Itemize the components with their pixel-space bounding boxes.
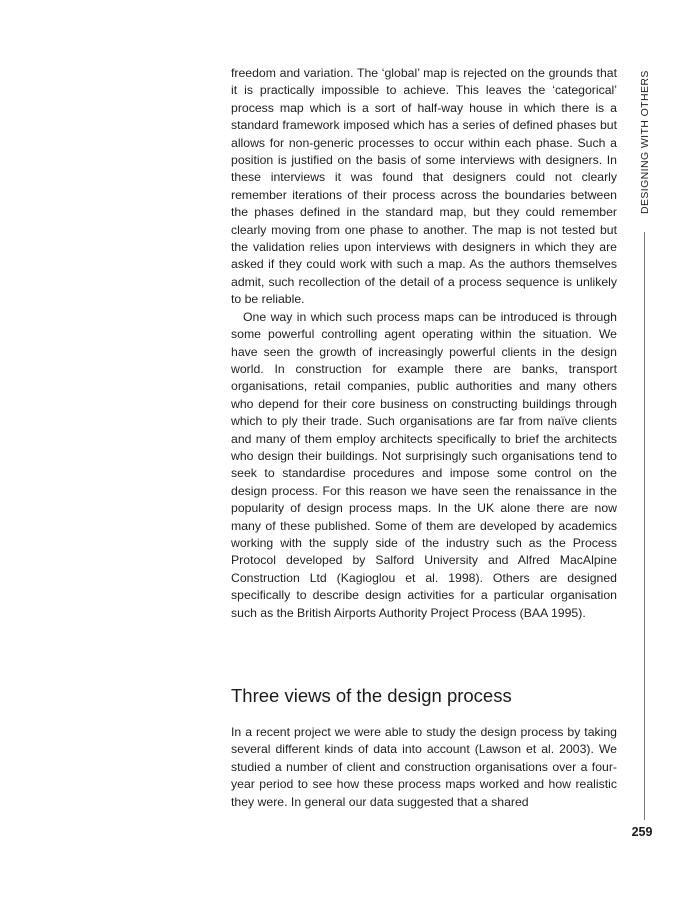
page-number: 259 xyxy=(631,825,653,839)
section-body xyxy=(231,724,617,811)
paragraph-controlling-agent: One way in which such process maps can be introduced is through some powerful controlling agent operating within the situation. We have seen the growth of increasingly powerful clients in the design world. In construction for example there are banks, transport organisations, retail companies, public authorities and many others who depend for their core business on constructing buildings through which to ply their trade. Such organisations are far from naïve clients and many of them employ architects specifically to brief the architects who design their buildings. Not surprisingly such organisations tend to seek to standardise procedures and impose some control on the design process. For this reason we have seen the renaissance in the popularity of design process maps. In the UK alone there are now many of these published. Some of them are developed by academics working with the supply side of the industry such as the Process Protocol developed by Salford University and Alfred MacAlpine Construction Ltd (Kagioglou et al. 1998). Others are designed specifically to describe design activities for a particular organisation such as the British Airports Authority Project Process (BAA 1995). xyxy=(231,309,617,620)
side-rule xyxy=(644,232,645,820)
running-head: DESIGNING WITH OTHERS xyxy=(639,70,651,214)
body-text xyxy=(231,65,617,622)
section-heading: Three views of the design process xyxy=(231,685,512,706)
paragraph-process-map-critique: freedom and variation. The ‘global’ map is rejected on the grounds that it is practically impossible to achieve. This leaves the ‘categorical’ process map which is a sort of half-way house in which there is a standard framework imposed which has a series of defined phases but allows for non-generic processes to occur within each phase. Such a position is justified on the basis of some interviews with designers. In these interviews it was found that designers could not clearly remember iterations of their process across the boundaries between the phases defined in the standard map, but they could remember clearly moving from one phase to another. The map is not tested but the validation relies upon interviews with designers in which they are asked if they could work with such a map. As the authors themselves admit, such recollection of the detail of a process sequence is unlikely to be reliable. xyxy=(231,66,617,307)
paragraph-three-views: In a recent project we were able to study the design process by taking several different kinds of data into account (Lawson et al. 2003). We studied a number of client and construction organisations over a four-year period to see how these process maps worked and how realistic they were. In general our data suggested that a shared xyxy=(231,725,617,809)
